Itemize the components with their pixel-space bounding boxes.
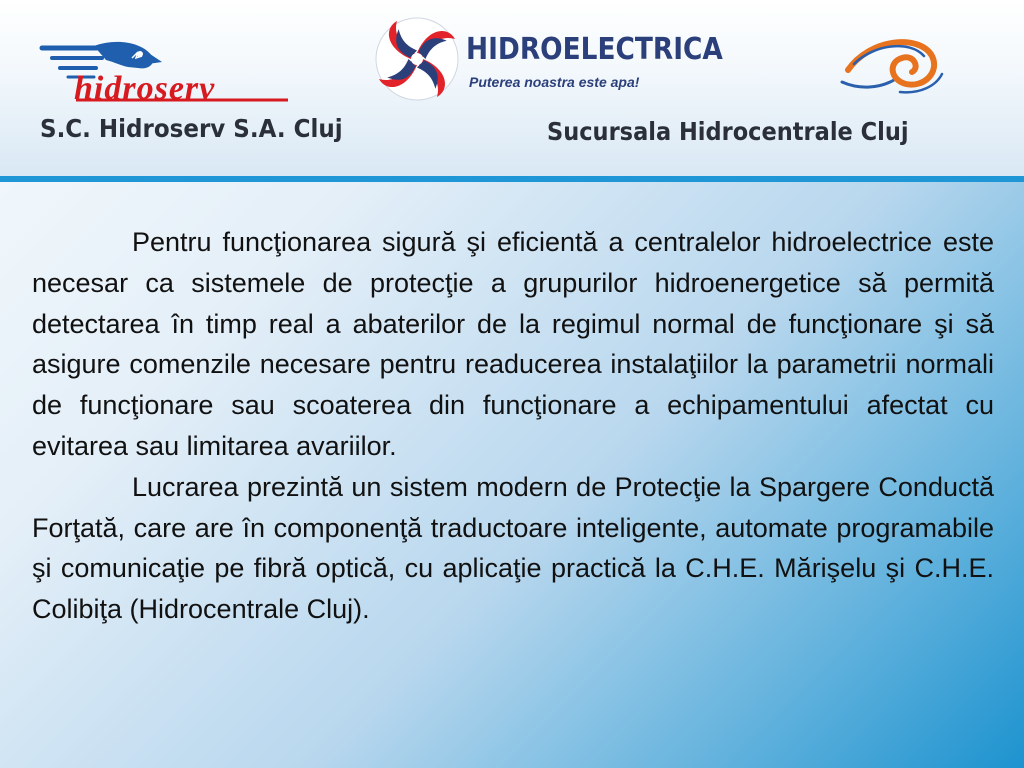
hidroelectrica-name: HIDROELECTRICA xyxy=(466,32,723,67)
branch-name: Sucursala Hidrocentrale Cluj xyxy=(547,117,909,146)
paragraph-1: Pentru funcţionarea sigură şi eficientă a centralelor hidroelectrice este necesar ca sistemele de protecţie a grupurilor hidroenergetice să permită detectarea în timp real a abaterilor de la regimul normal de funcţionare şi să asigure comenzile necesare pentru readucerea instalaţiilor la parametrii normali de funcţionare sau scoaterea din funcţionare a echipamentului afectat cu evitarea sau limitarea avariilor. xyxy=(32,227,994,461)
hidroelectrica-slogan: Puterea noastra este apa! xyxy=(469,74,640,90)
header-divider xyxy=(0,176,1024,182)
hidroserv-company-name: S.C. Hidroserv S.A. Cluj xyxy=(40,114,343,143)
body-text xyxy=(32,222,994,630)
hidroelectrica-turbine-logo xyxy=(374,16,460,102)
header-band xyxy=(0,0,1024,176)
paragraph-2: Lucrarea prezintă un sistem modern de Protecţie la Spargere Conductă Forţată, care are în componenţă traductoare inteligente, automate programabile şi comunicaţie pe fibră optică, cu aplicaţie practică la C.H.E. Mărişelu şi C.H.E. Colibiţa (Hidrocentrale Cluj). xyxy=(32,471,994,625)
hidroserv-wordmark: hidroserv xyxy=(74,70,216,107)
spiral-swirl-logo xyxy=(840,30,944,100)
